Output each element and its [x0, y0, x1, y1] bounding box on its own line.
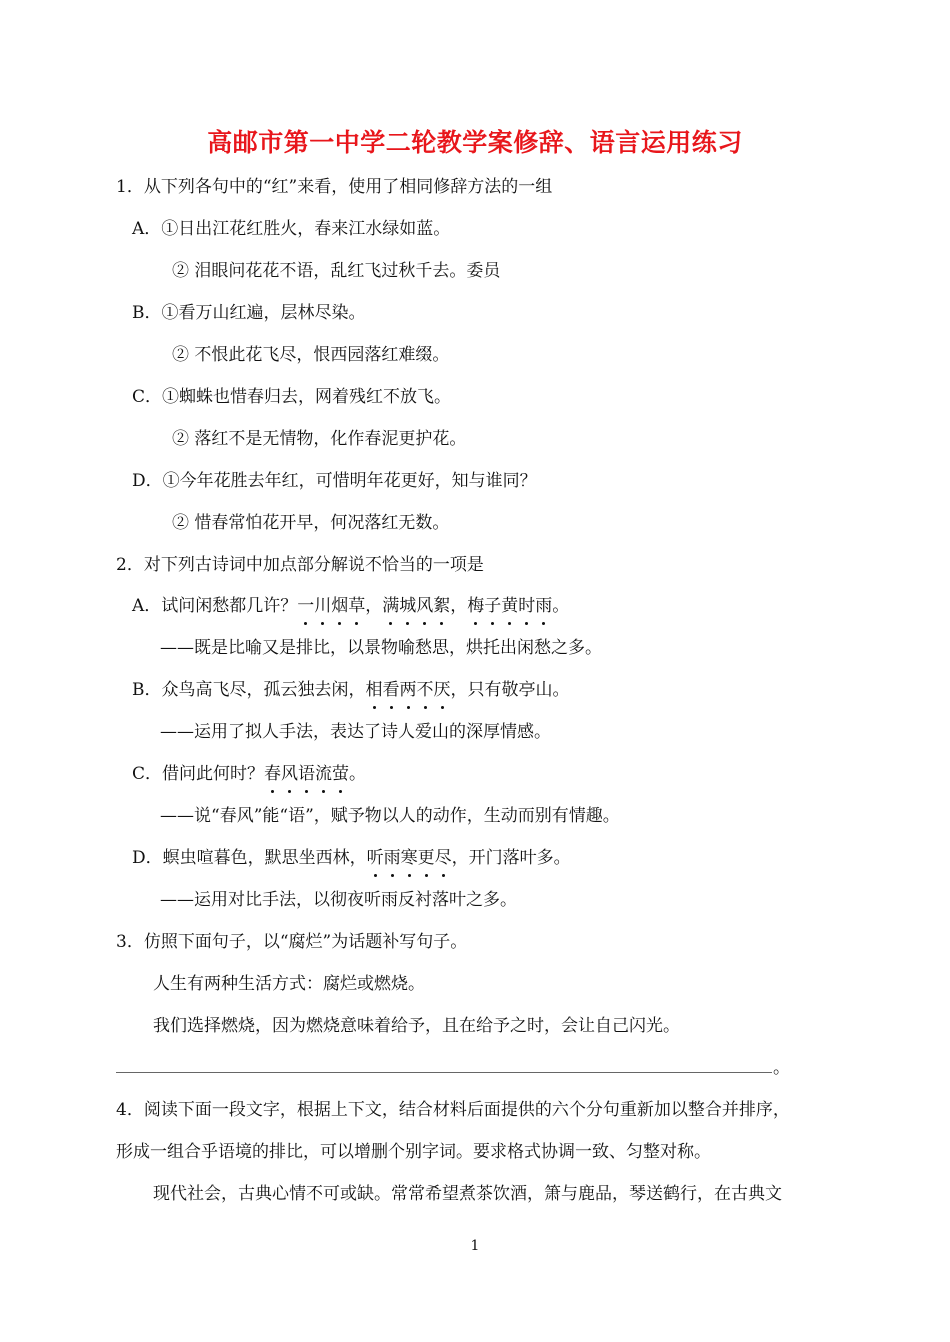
- dotted-char: 萤: [332, 764, 350, 784]
- option-a-text: A．试问闲愁都几许？: [132, 596, 298, 616]
- dotted-char: 烟: [331, 596, 349, 616]
- answer-blank-end: 。: [773, 1058, 790, 1078]
- dotted-phrase: [382, 596, 450, 616]
- dotted-char: 黄: [501, 596, 519, 616]
- question-2-option-b-note: ——运用了拟人手法，表达了诗人爱山的深厚情感。: [160, 722, 551, 742]
- option-a-end: 。: [552, 596, 570, 616]
- answer-blank-line: [116, 1072, 772, 1073]
- dotted-char: 草: [348, 596, 366, 616]
- dotted-char: 寒: [400, 848, 418, 868]
- option-d-end: ，开门落叶多。: [451, 848, 571, 868]
- question-1-option-c-2: ② 落红不是无情物，化作春泥更护花。: [172, 429, 467, 449]
- dotted-char: 看: [382, 680, 400, 700]
- question-3-stem: 3．仿照下面句子，以“腐烂”为话题补写句子。: [116, 932, 468, 952]
- question-2-option-a-note: ——既是比喻又是排比，以景物喻愁思，烘托出闲愁之多。: [160, 638, 602, 658]
- question-2-option-d: [132, 846, 571, 870]
- dotted-char: 絮: [433, 596, 451, 616]
- dotted-char: 听: [366, 848, 384, 868]
- option-d-text: D．螟虫喧暮色，默思坐西林，: [132, 848, 367, 868]
- question-4-stem-1: 4．阅读下面一段文字，根据上下文，结合材料后面提供的六个分句重新加以整合并排序，: [116, 1100, 790, 1120]
- dotted-char: 城: [399, 596, 417, 616]
- dotted-char: 厌: [433, 680, 451, 700]
- question-1-option-d-2: ② 惜春常怕花开早，何况落红无数。: [172, 513, 450, 533]
- page-number: 1: [470, 1238, 480, 1254]
- dotted-char: 雨: [535, 596, 553, 616]
- dotted-phrase: [467, 596, 552, 616]
- option-b-end: ，只有敬亭山。: [450, 680, 570, 700]
- dotted-char: 流: [315, 764, 333, 784]
- question-1-option-a-2: ② 泪眼问花花不语，乱红飞过秋千去。委员: [172, 261, 501, 281]
- dotted-char: 梅: [467, 596, 485, 616]
- dotted-char: 更: [417, 848, 435, 868]
- option-c-text: C．借问此何时？: [132, 764, 265, 784]
- dotted-char: 风: [416, 596, 434, 616]
- question-4-stem-2: 形成一组合乎语境的排比，可以增删个别字词。要求格式协调一致、匀整对称。: [116, 1142, 711, 1162]
- dotted-char: 满: [382, 596, 400, 616]
- dotted-phrase: [297, 596, 365, 616]
- dotted-char: 两: [399, 680, 417, 700]
- dotted-char: 雨: [383, 848, 401, 868]
- dotted-phrase: [264, 764, 349, 784]
- separator: ，: [365, 596, 383, 616]
- question-1-stem: 1．从下列各句中的“红”来看，使用了相同修辞方法的一组: [116, 177, 553, 197]
- question-2-option-b: [132, 678, 570, 702]
- question-2-option-a: [132, 594, 569, 618]
- dotted-char: 尽: [434, 848, 452, 868]
- separator: ，: [450, 596, 468, 616]
- dotted-phrase: [366, 680, 451, 700]
- question-1-option-c-1: C．①蜘蛛也惜春归去，网着残红不放飞。: [132, 387, 452, 407]
- option-b-text: B．众鸟高飞尽，孤云独去闲，: [132, 680, 366, 700]
- question-2-option-c: [132, 762, 366, 786]
- question-1-option-a-1: A．①日出江花红胜火，春来江水绿如蓝。: [132, 219, 451, 239]
- dotted-phrase: [367, 848, 452, 868]
- question-2-option-d-note: ——运用对比手法，以彻夜听雨反衬落叶之多。: [160, 890, 517, 910]
- question-1-option-b-2: ② 不恨此花飞尽，恨西园落红难缀。: [172, 345, 450, 365]
- dotted-char: 春: [264, 764, 282, 784]
- dotted-char: 不: [416, 680, 434, 700]
- question-1-option-d-1: D．①今年花胜去年红，可惜明年花更好，知与谁同？: [132, 471, 537, 491]
- dotted-char: 时: [518, 596, 536, 616]
- dotted-char: 风: [281, 764, 299, 784]
- dotted-char: 相: [365, 680, 383, 700]
- question-3-line-1: 人生有两种生活方式：腐烂或燃烧。: [153, 974, 425, 994]
- dotted-char: 子: [484, 596, 502, 616]
- question-1-option-b-1: B．①看万山红遍，层林尽染。: [132, 303, 366, 323]
- question-2-stem: 2．对下列古诗词中加点部分解说不恰当的一项是: [116, 555, 484, 575]
- option-c-end: 。: [349, 764, 367, 784]
- question-4-text-1: 现代社会，古典心情不可或缺。常常希望煮茶饮酒，箫与鹿品，琴送鹤行，在古典文: [153, 1184, 782, 1204]
- question-2-option-c-note: ——说“春风”能“语”，赋予物以人的动作，生动而别有情趣。: [160, 806, 620, 826]
- dotted-char: 川: [314, 596, 332, 616]
- question-3-line-2: 我们选择燃烧，因为燃烧意味着给予，且在给予之时，会让自己闪光。: [153, 1016, 680, 1036]
- document-title: 高邮市第一中学二轮教学案修辞、语言运用练习: [207, 128, 743, 157]
- dotted-char: 语: [298, 764, 316, 784]
- dotted-char: 一: [297, 596, 315, 616]
